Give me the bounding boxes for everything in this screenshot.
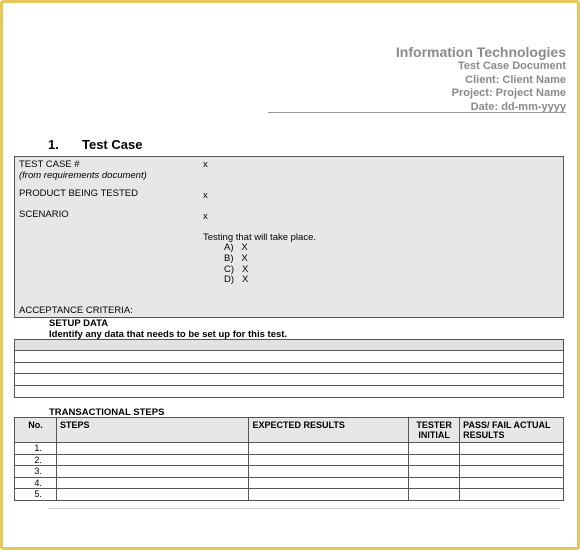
table-row — [15, 489, 564, 501]
test-case-id-sub: (from requirements document) — [19, 170, 147, 181]
expected-cell[interactable] — [249, 454, 409, 466]
section-heading: Test Case — [82, 137, 143, 152]
scenario-value[interactable]: x — [203, 211, 208, 222]
tester-cell[interactable] — [409, 454, 460, 466]
test-case-id-label: TEST CASE # — [19, 159, 80, 170]
setup-data-table — [14, 339, 564, 398]
product-label: PRODUCT BEING TESTED — [19, 188, 138, 199]
row-number: 4. — [15, 477, 57, 489]
expected-cell[interactable] — [249, 477, 409, 489]
step-cell[interactable] — [56, 454, 249, 466]
result-cell[interactable] — [460, 489, 564, 501]
row-number: 1. — [15, 443, 57, 455]
test-case-id-value[interactable]: x — [203, 159, 208, 170]
setup-row[interactable] — [15, 363, 563, 374]
step-cell[interactable] — [56, 477, 249, 489]
table-row — [15, 477, 564, 489]
client-line: Client: Client Name — [465, 73, 566, 86]
table-row — [15, 454, 564, 466]
result-cell[interactable] — [460, 477, 564, 489]
tester-cell[interactable] — [409, 477, 460, 489]
row-number: 5. — [15, 489, 57, 501]
testing-item: A) X — [224, 242, 248, 253]
scenario-label: SCENARIO — [19, 209, 69, 220]
expected-cell[interactable] — [249, 466, 409, 478]
col-header-tester: TESTER INITIAL — [409, 418, 460, 443]
row-number: 3. — [15, 466, 57, 478]
tester-cell[interactable] — [409, 443, 460, 455]
step-cell[interactable] — [56, 443, 249, 455]
expected-cell[interactable] — [249, 443, 409, 455]
expected-cell[interactable] — [249, 489, 409, 501]
col-header-steps: STEPS — [56, 418, 249, 443]
date-line: Date: dd-mm-yyyy — [470, 100, 566, 113]
setup-row[interactable] — [15, 351, 563, 362]
org-name: Information Technologies — [395, 44, 566, 60]
doc-type: Test Case Document — [458, 60, 566, 72]
step-cell[interactable] — [56, 466, 249, 478]
setup-data-subtitle: Identify any data that needs to be set up for this test. — [49, 329, 288, 340]
table-row — [15, 466, 564, 478]
result-cell[interactable] — [460, 466, 564, 478]
col-header-expected: EXPECTED RESULTS — [249, 418, 409, 443]
section-number: 1. — [48, 137, 59, 152]
setup-row[interactable] — [15, 340, 563, 351]
header-divider — [268, 112, 566, 113]
acceptance-criteria-label: ACCEPTANCE CRITERIA: — [19, 305, 133, 316]
row-number: 2. — [15, 454, 57, 466]
setup-row[interactable] — [15, 386, 563, 397]
result-cell[interactable] — [460, 443, 564, 455]
setup-row[interactable] — [15, 374, 563, 385]
steps-header-row — [15, 418, 564, 443]
testing-intro: Testing that will take place. — [203, 232, 317, 243]
transactional-steps-table — [14, 417, 564, 501]
test-case-box — [14, 156, 564, 318]
col-header-pass-fail: PASS/ FAIL ACTUAL RESULTS — [460, 418, 564, 443]
tester-cell[interactable] — [409, 489, 460, 501]
col-header-no: No. — [15, 418, 57, 443]
document-header — [396, 44, 566, 114]
testing-item: D) X — [224, 274, 249, 285]
setup-data-title: SETUP DATA — [49, 318, 109, 329]
step-cell[interactable] — [56, 489, 249, 501]
section-title — [48, 137, 142, 152]
project-line: Project: Project Name — [451, 87, 566, 99]
testing-item: B) X — [224, 253, 248, 264]
table-row — [15, 443, 564, 455]
testing-item: C) X — [224, 264, 249, 275]
product-value[interactable]: x — [203, 190, 208, 201]
footer-divider — [48, 508, 560, 509]
result-cell[interactable] — [460, 454, 564, 466]
tester-cell[interactable] — [409, 466, 460, 478]
transactional-steps-title: TRANSACTIONAL STEPS — [49, 407, 165, 418]
